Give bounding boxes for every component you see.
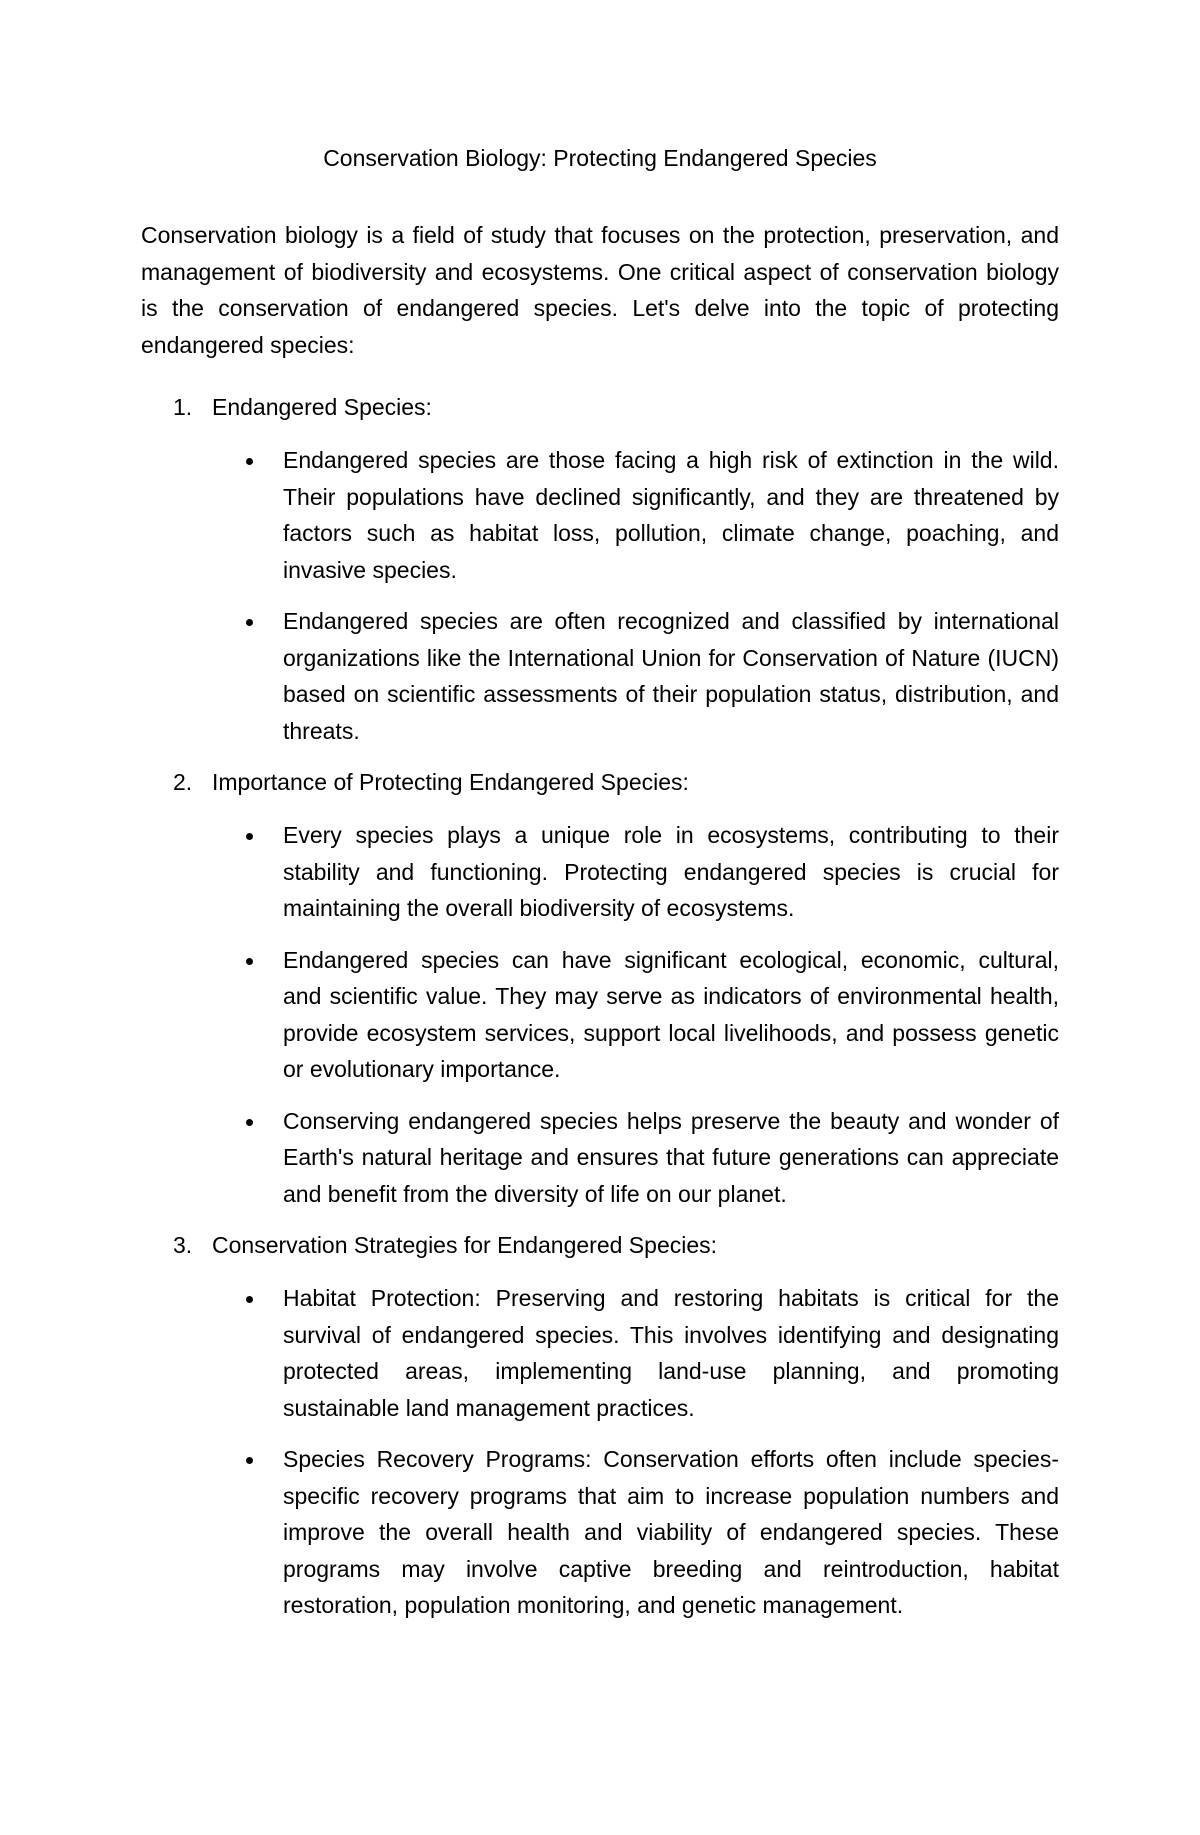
bullet-text: Habitat Protection: Preserving and restoring habitats is critical for the survival of endangered species. This involves identifying and designating protected areas, implementing land-use planning, and promoting sustainable land management practices. bbox=[283, 1285, 1059, 1421]
bullet-item bbox=[141, 817, 1059, 927]
section-heading-text: Importance of Protecting Endangered Species: bbox=[212, 769, 689, 796]
bullet-icon bbox=[246, 833, 253, 840]
bullet-item bbox=[141, 603, 1059, 749]
bullet-icon bbox=[246, 1119, 253, 1126]
bullet-list bbox=[141, 1280, 1059, 1624]
section-number: 1. bbox=[173, 394, 193, 421]
section-heading-text: Endangered Species: bbox=[212, 394, 432, 421]
bullet-text: Endangered species are those facing a high risk of extinction in the wild. Their populations have declined significantly, and they are threatened by factors such as habitat loss, pollution, climate change, poaching, and invasive species. bbox=[283, 447, 1059, 583]
bullet-icon bbox=[246, 619, 253, 626]
bullet-item bbox=[141, 442, 1059, 588]
bullet-text: Species Recovery Programs: Conservation efforts often include species-specific recovery programs that aim to increase population numbers and improve the overall health and viability of endangered species. These programs may involve captive breeding and reintroduction, habitat restoration, population monitoring, and genetic management. bbox=[283, 1446, 1059, 1619]
bullet-list bbox=[141, 817, 1059, 1212]
bullet-text: Every species plays a unique role in ecosystems, contributing to their stability and functioning. Protecting endangered species is crucial for maintaining the overall biodiversity of ecosystems. bbox=[283, 822, 1059, 922]
bullet-item bbox=[141, 942, 1059, 1088]
bullet-icon bbox=[246, 958, 253, 965]
section-heading bbox=[141, 389, 1059, 425]
section-strategies bbox=[141, 1227, 1059, 1624]
bullet-list bbox=[141, 442, 1059, 749]
document-body bbox=[141, 140, 1059, 1639]
bullet-icon bbox=[246, 1296, 253, 1303]
section-list bbox=[141, 389, 1059, 1624]
section-heading-text: Conservation Strategies for Endangered Species: bbox=[212, 1232, 718, 1259]
bullet-item bbox=[141, 1441, 1059, 1624]
intro-paragraph: Conservation biology is a field of study that focuses on the protection, preservation, and management of biodiversity and ecosystems. One critical aspect of conservation biology is the conservation of endangered species. Let's delve into the topic of protecting endangered species: bbox=[141, 222, 1059, 358]
bullet-text: Endangered species are often recognized and classified by international organizations like the International Union for Conservation of Nature (IUCN) based on scientific assessments of their population status, distribution, and threats. bbox=[283, 608, 1059, 744]
section-heading bbox=[141, 1227, 1059, 1263]
bullet-item bbox=[141, 1103, 1059, 1213]
section-number: 2. bbox=[173, 769, 193, 796]
bullet-item bbox=[141, 1280, 1059, 1426]
section-importance bbox=[141, 764, 1059, 1212]
bullet-icon bbox=[246, 1457, 253, 1464]
document-title: Conservation Biology: Protecting Endangered Species bbox=[323, 145, 877, 171]
section-heading bbox=[141, 764, 1059, 800]
section-number: 3. bbox=[173, 1232, 193, 1259]
bullet-icon bbox=[246, 458, 253, 465]
bullet-text: Conserving endangered species helps preserve the beauty and wonder of Earth's natural heritage and ensures that future generations can appreciate and benefit from the diversity of life on our planet. bbox=[283, 1107, 1059, 1207]
section-endangered-species bbox=[141, 389, 1059, 749]
bullet-text: Endangered species can have significant ecological, economic, cultural, and scientific value. They may serve as indicators of environmental health, provide ecosystem services, support local livelihoods, and possess genetic or evolutionary importance. bbox=[283, 946, 1059, 1083]
